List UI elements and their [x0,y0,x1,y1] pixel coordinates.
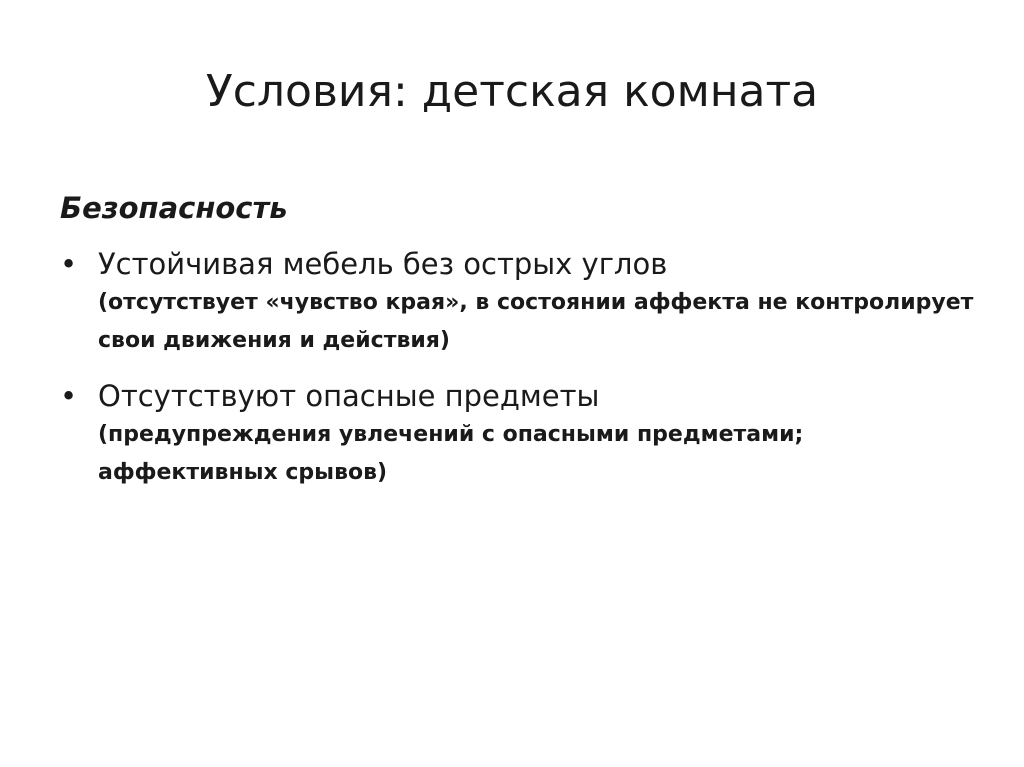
bullet-text: Отсутствуют опасные предметы [98,379,600,413]
bullet-note: (предупреждения увлечений с опасными предметами; аффективных срывов) [98,422,804,485]
bullet-note: (отсутствует «чувство края», в состоянии аффекта не контролирует свои движения и действия) [98,290,974,353]
bullet-marker: • [60,379,78,413]
slide-body [60,186,980,508]
bullet-marker: • [60,247,78,281]
bullet-text: Устойчивая мебель без острых углов [98,247,668,281]
slide-title: Условия: детская комната [205,66,819,117]
bullet-item [60,244,980,360]
bullet-item [60,376,980,492]
section-heading: Безопасность [60,191,288,225]
